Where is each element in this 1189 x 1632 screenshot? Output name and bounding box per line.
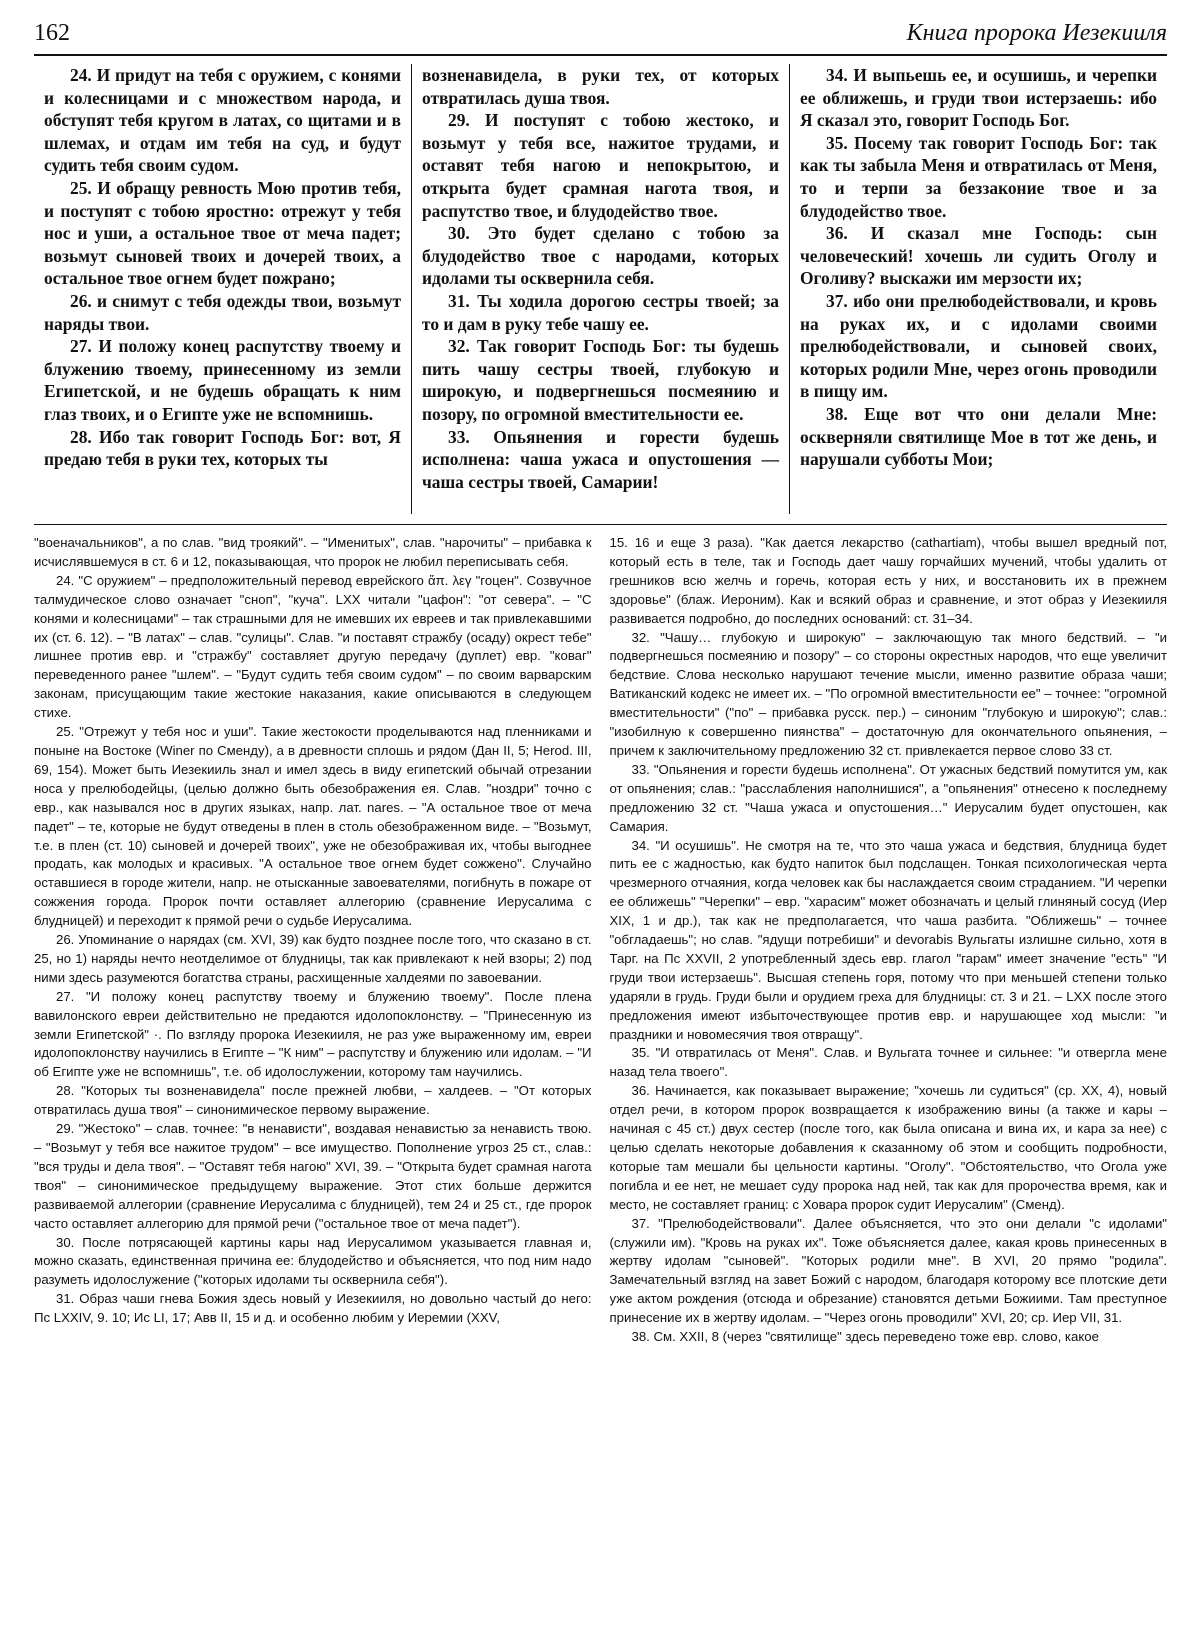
commentary-paragraph: 25. "Отрежут у тебя нос и уши". Такие жестокости проделываются над пленниками и поныне на Востоке (Winer по Сменду), а в древности сплошь и рядом (Дан II, 5; Herod. III, 69, 154). Может быть Иезекииль знал и имел здесь в виду египетский обычай отрезании носа у прелюбодейцы, (целью должно быть обезображения ея. Слав. "ноздри" точно с евр., как назывался нос в других языках, напр. лат. nares. – "А остальное твое от меча падет" – те, которые не будут отведены в плен в столь обезображенном виде. – "Возьмут, т.е. в плен (ст. 10) сыновей и дочерей твоих", уже не обезображивая их, чтобы выгоднее продать, как молодых и красивых. "А остальное твое огнем будет сожжено". Случайно оставшиеся в городе жители, напр. не отысканные завоевателями, погибнуть в пожаре от сожжения города. Пророк почти оставляет аллегорию (сравнение Иерусалима с блудницей) и переходит к прямой речи о судьбе Иерусалима. <box>34 724 592 929</box>
verse-paragraph: 32. Так говорит Господь Бог: ты будешь пить чашу сестры твоей, глубокую и широкую, и подвергнешься посмеянию и позору, по огромной вместительности ее. <box>422 336 779 424</box>
verse-paragraph: 37. ибо они прелюбодействовали, и кровь на руках их, и с идолами своими прелюбодействовали, и сыновей своих, которых родили Мне, через огонь проводили в пищу им. <box>800 290 1157 402</box>
commentary-paragraph: 31. Образ чаши гнева Божия здесь новый у Иезекииля, но довольно частый до него: Пс LXXIV, 9. 10; Ис LI, 17; Авв II, 15 и д. и особенно любим у Иеремии (XXV, <box>34 1291 592 1326</box>
commentary-paragraph: 34. "И осушишь". Не смотря на те, что это чаша ужаса и бедствия, блудница будет пить ее с жадностью, как будто напиток был подслащен. Тонкая психологическая черта чрезмерного отчаяния, когда человек как бы наслаждается своим страданием. "И черепки ее оближешь" "Черепки" – евр. "харасим" может обозначать и целый глиняный сосуд (Иер XIX, 1 и др.), так как не предполагается, что чаша разбита. "Оближешь" – точнее "обгладаешь"; но слав. "ядущи потребиши" и devorabis Вульгаты излишне сильно, хотя в Тарг. на Пс XXVII, 2 употребленный здесь евр. глагол "гарам" имеет значение "есть" "И груди твои истерзаешь". Высшая степень горя, потому что при меньшей степени только ударяли в грудь. Груди были и орудием греха для блудницы: ст. 3 и 21. – LXX после этого предложения имеют избыточествующее против евр. и нарушающее ход мысли: "и праздники и новомесячия твоя отвращу". <box>609 837 1167 1042</box>
commentary-paragraph: 24. "С оружием" – предположительный перевод еврейского ἅπ. λεγ "гоцен". Созвучное талмудическое слово означает "сноп", "куча". LXX читали "цафон": "от севера". – "С конями и колесницами" – так страшными для не имевших их евреев и так привлекавшими их (ст. 6. 12). – "В латах" – слав. "сулицы". Слав. "и поставят стражбу (осаду) окрест тебе" лишнее против евр. и "стражбу" составляет другую передачу (дуплет) евр. "коваг" переведенного ранее "шлем". – "Будут судить тебя своим судом" – по своим варварским законам, присущающим такие жестокие наказания, какие описываются в следующем стихе. <box>34 572 592 721</box>
commentary-paragraph: "военачальников", а по слав. "вид троякий". – "Именитых", слав. "нарочиты" – прибавка к исчислявшемуся в ст. 6 и 12, показывающая, что пророк не любил переписывать себя. <box>34 535 592 569</box>
commentary-paragraph: 37. "Прелюбодействовали". Далее объясняется, что это они делали "с идолами" (служили им). "Кровь на руках их". Тоже объясняется далее, какая кровь принесенных в жертву идолам "сыновей". "Которых родили мне". В XVI, 20 прямо "родила". Замечательный взгляд на завет Божий с народом, благодаря которому все плотские дети уже актом рождения (отсюда и обрезание) становятся детьми Божиими. Там преступное принесение их в жертву идолам. – "Через огонь проводили" XVI, 20; ср. Иер VII, 31. <box>609 1215 1167 1326</box>
page-number: 162 <box>34 20 70 46</box>
commentary-column-2 <box>610 534 1168 1624</box>
bible-text-block <box>34 64 1167 514</box>
verse-paragraph: 34. И выпьешь ее, и осушишь, и черепки ее оближешь, и груди твои истерзаешь: ибо Я сказал это, говорит Господь Бог. <box>800 65 1157 131</box>
verse-paragraph: возненавидела, в руки тех, от которых отвратилась душа твоя. <box>422 65 779 108</box>
commentary-paragraph: 33. "Опьянения и горести будешь исполнена". От ужасных бедствий помутится ум, как от опьянения; слав.: "расслабления наполнишися", а "опьянения" отнесено к последнему предложению 32 ст. "Чаша ужаса и опустошения…" Иерусалим будет опустошен, как Самария. <box>609 761 1167 834</box>
verse-paragraph: 31. Ты ходила дорогою сестры твоей; за то и дам в руку тебе чашу ее. <box>422 290 779 334</box>
commentary-paragraph: 32. "Чашу… глубокую и широкую" – заключающую так много бедствий. – "и подвергнешься посмеянию и позору" – со стороны окрестных народов, что еще увеличит бедствие. Слова несколько нарушают течение мысли, именно развитие образа чаши; Ватиканский кодекс не имеет их. – "По огромной вместительности ее" – точнее: "огромной вместительности" ("по" – прибавка русск. пер.) – синоним "глубокую и широкую"; слав.: "изобилную к совершенно пиянства" – достаточную для окончательного опьянения, – причем к заключительному предложению 32 ст. привлекается первое слово 33 ст. <box>609 629 1167 758</box>
verse-paragraph: 35. Посему так говорит Господь Бог: так как ты забыла Меня и отвратилась от Меня, то и терпи за беззаконие твое и за блудодейство твое. <box>800 132 1157 221</box>
bible-column-2 <box>411 64 789 514</box>
book-title: Книга пророка Иезекииля <box>906 20 1167 46</box>
commentary-column-1 <box>34 534 592 1624</box>
verse-paragraph: 25. И обращу ревность Мою против тебя, и поступят с тобою яростно: отрежут у тебя нос и уши, а остальное твое от меча падет; возьмут сыновей твоих и дочерей твоих, а остальное твое огнем будет пожрано; <box>44 177 401 289</box>
commentary-paragraph: 27. "И положу конец распутству твоему и блужению твоему". После плена вавилонского евреи действительно не предаются идолопоклонству. – "Принесенную из земли Египетской" ·. По взгляду пророка Иезекииля, не раз уже выраженному им, евреи идолопоклонству научились в Египте – "К ним" – распутству и блужению или идолам. – "И об Египте уже не вспомнишь", т.е. об идолослужении, которому там научились. <box>34 988 592 1080</box>
verse-paragraph: 38. Еще вот что они делали Мне: оскверняли святилище Мое в тот же день, и нарушали субботы Мои; <box>800 403 1157 470</box>
commentary-paragraph: 29. "Жестоко" – слав. точнее: "в ненависти", воздавая ненавистью за ненависть твою. – "Возьмут у тебя все нажитое трудом" – все имущество. Пополнение угроз 25 ст., слав.: "вся труды и дела твоя". – "Оставят тебя нагою" XVI, 39. – "Открыта будет срамная нагота твоя" – синонимическое предыдущему выражение. Этот стих больше держится развиваемой аллегории (сравнение Иерусалима с блудницей), тем 24 и 25 ст., где пророк часто оставляет аллегорию для прямой речи ("остальное твое от меча падет"). <box>34 1121 592 1231</box>
commentary-paragraph: 26. Упоминание о нарядах (см. XVI, 39) как будто позднее после того, что сказано в ст. 25, но 1) наряды нечто неотделимое от блудницы, так как привлекают к ней взоры; 2) под ними здесь разумеются богатства страны, расхищенные халдеями по завоевании. <box>34 932 592 985</box>
bible-column-3 <box>789 64 1167 514</box>
verse-paragraph: 36. И сказал мне Господь: сын человеческий! хочешь ли судить Оголу и Оголиву? выскажи им мерзости их; <box>800 223 1157 289</box>
verse-paragraph: 24. И придут на тебя с оружием, с конями и колесницами и с множеством народа, и обступят тебя кругом в латах, со щитами и в шлемах, и отдам им тебя на суд, и будут судить тебя своим судом. <box>44 65 401 176</box>
commentary-paragraph: 30. После потрясающей картины кары над Иерусалимом указывается главная и, можно сказать, единственная причина ее: блудодейство и объясняется, что под ним надо разуметь идолослужение ("которых идолами ты осквернила себя"). <box>34 1234 592 1288</box>
verse-paragraph: 28. Ибо так говорит Господь Бог: вот, Я предаю тебя в руки тех, которых ты <box>44 426 401 470</box>
commentary-paragraph: 36. Начинается, как показывает выражение; "хочешь ли судиться" (ср. XX, 4), новый отдел речи, в котором пророк возвращается к изображению вины (а также и кары – начиная с 45 ст.) двух сестер (после того, как была описана и вина их, и кара за нее) с целью сделать некоторые добавления к сказанному об этом и сообщить подробности, которые там мешали бы цельности картины. "Оголу". "Обстоятельство, что Огола уже погибла и ее нет, не мешает суду пророка над ней, так как для пророчества время, как и место, не составляет границ: с Ховара пророк судит Иерусалим" (Сменд). <box>609 1083 1167 1212</box>
commentary-block <box>34 534 1167 1624</box>
verse-paragraph: 33. Опьянения и горести будешь исполнена: чаша ужаса и опустошения — чаша сестры твоей, Самарии! <box>422 426 779 492</box>
bible-column-1 <box>34 64 411 514</box>
commentary-paragraph: 35. "И отвратилась от Меня". Слав. и Вульгата точнее и сильнее: "и отвергла мене назад тела твоего". <box>609 1045 1167 1080</box>
commentary-paragraph: 38. См. XXII, 8 (через "святилище" здесь переведено тоже евр. слово, какое <box>631 1329 1099 1345</box>
commentary-paragraph: 15. 16 и еще 3 раза). "Как дается лекарство (cathartiam), чтобы вышел вредный пот, который есть в теле, так и Господь дает чашу горчайших мучений, чтобы удалить от грешников всю желчь и горечь, которая есть у них, и восстановить их в прежнем здоровье" (блаж. Иероним). Как и всякий образ и сравнение, и этот образ у Иезекииля развивается подробно, до последних оснований: ст. 31–34. <box>609 535 1167 626</box>
commentary-paragraph: 28. "Которых ты возненавидела" после прежней любви, – халдеев. – "От которых отвратилась душа твоя" – синонимическое первому выражение. <box>34 1083 592 1118</box>
verse-paragraph: 27. И положу конец распутству твоему и блужению твоему, принесенному из земли Египетской, и не будешь обращать к ним глаз твоих, и о Египте уже не вспомнишь. <box>44 336 401 424</box>
verse-paragraph: 26. и снимут с тебя одежды твои, возьмут наряды твои. <box>44 290 401 334</box>
running-header <box>34 20 1167 56</box>
verse-paragraph: 30. Это будет сделано с тобою за блудодейство твое с народами, которых идолами ты осквернила себя. <box>422 223 779 289</box>
verse-paragraph: 29. И поступят с тобою жестоко, и возьмут у тебя все, нажитое трудами, и оставят тебя нагою и непокрытою, и открыта будет срамная нагота твоя, и распутство твое, и блудодейство твое. <box>422 110 779 221</box>
section-divider <box>34 524 1167 525</box>
